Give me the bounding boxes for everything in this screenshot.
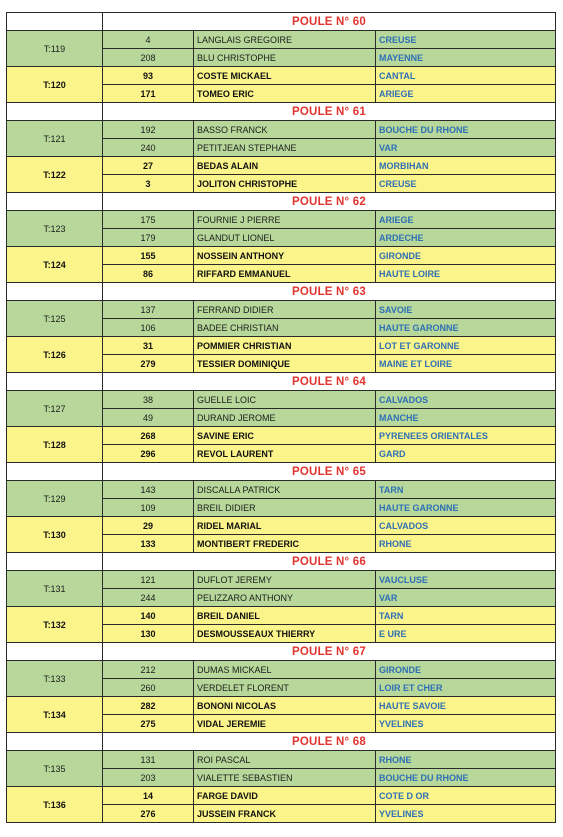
player-name: RIFFARD EMMANUEL [194, 265, 376, 283]
player-number: 143 [103, 481, 194, 499]
player-row [7, 157, 556, 175]
player-number: 279 [103, 355, 194, 373]
player-department: ARDECHE [376, 229, 556, 247]
player-department: MAYENNE [376, 49, 556, 67]
player-row [7, 337, 556, 355]
blank-cell [7, 733, 103, 751]
player-row [7, 211, 556, 229]
player-department: MANCHE [376, 409, 556, 427]
player-number: 27 [103, 157, 194, 175]
player-row [7, 31, 556, 49]
player-department: YVELINES [376, 805, 556, 823]
player-name: VIDAL JEREMIE [194, 715, 376, 733]
player-number: 4 [103, 31, 194, 49]
player-department: GARD [376, 445, 556, 463]
player-department: VAR [376, 589, 556, 607]
table-number: T:134 [7, 697, 103, 733]
poule-title: POULE N° 68 [103, 733, 556, 751]
table-number: T:119 [7, 31, 103, 67]
blank-cell [7, 193, 103, 211]
player-number: 93 [103, 67, 194, 85]
table-number: T:128 [7, 427, 103, 463]
player-department: TARN [376, 607, 556, 625]
player-row [7, 697, 556, 715]
player-number: 106 [103, 319, 194, 337]
player-number: 86 [103, 265, 194, 283]
player-department: BOUCHE DU RHONE [376, 769, 556, 787]
poule-title: POULE N° 60 [103, 13, 556, 31]
poule-table [6, 12, 556, 823]
player-name: FARGE DAVID [194, 787, 376, 805]
player-department: MAINE ET LOIRE [376, 355, 556, 373]
blank-cell [7, 643, 103, 661]
player-department: HAUTE GARONNE [376, 319, 556, 337]
player-name: DUFLOT JEREMY [194, 571, 376, 589]
player-number: 275 [103, 715, 194, 733]
player-name: DURAND JEROME [194, 409, 376, 427]
table-number: T:121 [7, 121, 103, 157]
player-row [7, 427, 556, 445]
player-name: JUSSEIN FRANCK [194, 805, 376, 823]
player-number: 175 [103, 211, 194, 229]
player-department: CREUSE [376, 31, 556, 49]
player-name: BONONI NICOLAS [194, 697, 376, 715]
player-number: 14 [103, 787, 194, 805]
player-department: E URE [376, 625, 556, 643]
player-row [7, 481, 556, 499]
player-number: 155 [103, 247, 194, 265]
table-number: T:132 [7, 607, 103, 643]
blank-cell [7, 283, 103, 301]
poule-header-row [7, 103, 556, 121]
player-name: MONTIBERT FREDERIC [194, 535, 376, 553]
player-number: 133 [103, 535, 194, 553]
table-number: T:130 [7, 517, 103, 553]
table-number: T:126 [7, 337, 103, 373]
table-number: T:133 [7, 661, 103, 697]
player-name: TOMEO ERIC [194, 85, 376, 103]
player-number: 3 [103, 175, 194, 193]
player-row [7, 571, 556, 589]
table-number: T:131 [7, 571, 103, 607]
player-number: 130 [103, 625, 194, 643]
player-name: DUMAS MICKAEL [194, 661, 376, 679]
player-row [7, 751, 556, 769]
poule-header-row [7, 553, 556, 571]
player-name: TESSIER DOMINIQUE [194, 355, 376, 373]
player-department: HAUTE GARONNE [376, 499, 556, 517]
table-number: T:122 [7, 157, 103, 193]
player-department: ARIEGE [376, 85, 556, 103]
blank-cell [7, 103, 103, 121]
player-number: 38 [103, 391, 194, 409]
player-name: NOSSEIN ANTHONY [194, 247, 376, 265]
player-name: GLANDUT LIONEL [194, 229, 376, 247]
player-name: POMMIER CHRISTIAN [194, 337, 376, 355]
player-department: BOUCHE DU RHONE [376, 121, 556, 139]
player-name: GUELLE LOIC [194, 391, 376, 409]
player-name: BEDAS ALAIN [194, 157, 376, 175]
poule-header-row [7, 373, 556, 391]
player-name: REVOL LAURENT [194, 445, 376, 463]
player-number: 240 [103, 139, 194, 157]
player-department: PYRENEES ORIENTALES [376, 427, 556, 445]
poule-header-row [7, 643, 556, 661]
poule-title: POULE N° 64 [103, 373, 556, 391]
player-number: 244 [103, 589, 194, 607]
player-name: COSTE MICKAEL [194, 67, 376, 85]
player-name: ROI PASCAL [194, 751, 376, 769]
player-department: LOIR ET CHER [376, 679, 556, 697]
poule-title: POULE N° 61 [103, 103, 556, 121]
player-row [7, 787, 556, 805]
player-name: JOLITON CHRISTOPHE [194, 175, 376, 193]
poule-header-row [7, 13, 556, 31]
player-row [7, 301, 556, 319]
player-row [7, 391, 556, 409]
player-row [7, 517, 556, 535]
poule-header-row [7, 733, 556, 751]
player-name: BADEE CHRISTIAN [194, 319, 376, 337]
player-name: DESMOUSSEAUX THIERRY [194, 625, 376, 643]
player-row [7, 121, 556, 139]
player-number: 282 [103, 697, 194, 715]
player-department: LOT ET GARONNE [376, 337, 556, 355]
player-number: 203 [103, 769, 194, 787]
poule-title: POULE N° 63 [103, 283, 556, 301]
player-row [7, 661, 556, 679]
player-number: 140 [103, 607, 194, 625]
player-department: MORBIHAN [376, 157, 556, 175]
player-department: CALVADOS [376, 517, 556, 535]
player-name: BLU CHRISTOPHE [194, 49, 376, 67]
player-number: 29 [103, 517, 194, 535]
player-number: 121 [103, 571, 194, 589]
player-department: CANTAL [376, 67, 556, 85]
poule-header-row [7, 463, 556, 481]
player-number: 208 [103, 49, 194, 67]
player-number: 49 [103, 409, 194, 427]
table-number: T:129 [7, 481, 103, 517]
player-name: VIALETTE SEBASTIEN [194, 769, 376, 787]
player-department: VAR [376, 139, 556, 157]
player-number: 260 [103, 679, 194, 697]
blank-cell [7, 13, 103, 31]
player-name: FERRAND DIDIER [194, 301, 376, 319]
poule-title: POULE N° 62 [103, 193, 556, 211]
player-number: 296 [103, 445, 194, 463]
table-number: T:123 [7, 211, 103, 247]
player-department: HAUTE SAVOIE [376, 697, 556, 715]
poule-header-row [7, 193, 556, 211]
player-name: RIDEL MARIAL [194, 517, 376, 535]
player-department: SAVOIE [376, 301, 556, 319]
poule-title: POULE N° 66 [103, 553, 556, 571]
player-number: 137 [103, 301, 194, 319]
player-department: ARIEGE [376, 211, 556, 229]
player-number: 131 [103, 751, 194, 769]
player-name: LANGLAIS GREGOIRE [194, 31, 376, 49]
player-department: RHONE [376, 535, 556, 553]
player-department: GIRONDE [376, 247, 556, 265]
table-number: T:120 [7, 67, 103, 103]
table-number: T:125 [7, 301, 103, 337]
poule-header-row [7, 283, 556, 301]
player-number: 192 [103, 121, 194, 139]
player-department: HAUTE LOIRE [376, 265, 556, 283]
player-department: RHONE [376, 751, 556, 769]
player-number: 31 [103, 337, 194, 355]
blank-cell [7, 373, 103, 391]
player-number: 179 [103, 229, 194, 247]
player-number: 268 [103, 427, 194, 445]
player-number: 109 [103, 499, 194, 517]
player-row [7, 67, 556, 85]
player-department: VAUCLUSE [376, 571, 556, 589]
player-name: PETITJEAN STEPHANE [194, 139, 376, 157]
player-name: PELIZZARO ANTHONY [194, 589, 376, 607]
player-name: SAVINE ERIC [194, 427, 376, 445]
player-number: 212 [103, 661, 194, 679]
player-name: BREIL DANIEL [194, 607, 376, 625]
poule-sheet [6, 12, 555, 823]
table-number: T:136 [7, 787, 103, 823]
poule-title: POULE N° 65 [103, 463, 556, 481]
poule-title: POULE N° 67 [103, 643, 556, 661]
player-name: DISCALLA PATRICK [194, 481, 376, 499]
player-row [7, 247, 556, 265]
player-name: BASSO FRANCK [194, 121, 376, 139]
player-department: YVELINES [376, 715, 556, 733]
blank-cell [7, 553, 103, 571]
player-department: GIRONDE [376, 661, 556, 679]
player-name: BREIL DIDIER [194, 499, 376, 517]
player-name: VERDELET FLORENT [194, 679, 376, 697]
player-name: FOURNIE J PIERRE [194, 211, 376, 229]
player-number: 276 [103, 805, 194, 823]
blank-cell [7, 463, 103, 481]
player-department: TARN [376, 481, 556, 499]
table-number: T:135 [7, 751, 103, 787]
player-department: COTE D OR [376, 787, 556, 805]
table-number: T:127 [7, 391, 103, 427]
player-number: 171 [103, 85, 194, 103]
player-department: CREUSE [376, 175, 556, 193]
table-number: T:124 [7, 247, 103, 283]
player-row [7, 607, 556, 625]
player-department: CALVADOS [376, 391, 556, 409]
